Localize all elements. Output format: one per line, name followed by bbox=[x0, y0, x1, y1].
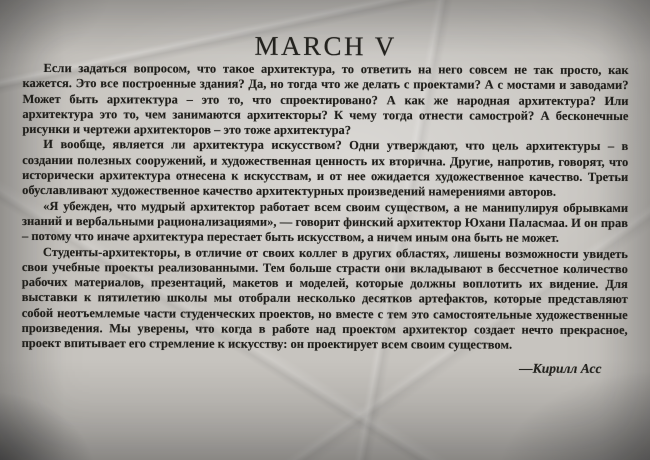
paragraph-2: И вообще, является ли архитектура искусством? Одни утверждают, что цель архитектуры – в создании полезных сооружений, и художественная ценность их вторична. Другие, напротив, говорят, что исторически архитектура отнесена к искусствам, и от нее ожидается художественное качество. Третьи обуславливают художественное качество архитектурных произведений намерениями авторов. bbox=[22, 137, 629, 200]
paragraph-1: Если задаться вопросом, что такое архитектура, то ответить на него совсем не так просто, как кажется. Это все построенные здания? Да, но тогда что же делать с проектами? А с мостами и заводами? Может быть архитектура – это то, что спроектировано? А как же народная архитектура? Или архитектура это то, чем занимаются архитекторы? К чему тогда отнести самострой? А бесконечные рисунки и чертежи архитекторов – это тоже архитектура? bbox=[22, 61, 629, 138]
author-signature: —Кирилл Асс bbox=[519, 360, 602, 376]
paragraph-3: «Я убежден, что мудрый архитектор работает всем своим существом, а не манипулируя обрывками знаний и вербальными рационализациями», — говорит финский архитектор Юхани Паласмаа. И он прав – потому что иначе архитектура перестает быть искусством, а ничем иным она быть не может. bbox=[21, 198, 629, 246]
paragraph-4: Студенты-архитекторы, в отличие от своих коллег в других областях, лишены возможности увидеть свои учебные проекты реализованными. Тем больше страсти они вкладывают в бессчетное количество рабочих материалов, презентаций, макетов и моделей, которые должны воплотить их видение. Для выставки к пятилетию школы мы отобрали несколько десятков артефактов, которые представляют собой неотъемлемые части студенческих проектов, но вместе с тем это самостоятельные художественные произведения. Мы уверены, что когда в работе над проектом архитектор создает нечто прекрасное, проект впитывает его стремление к искусству: он проектирует всем своим существом. bbox=[21, 244, 628, 352]
document-title: MARCH V bbox=[254, 30, 397, 62]
